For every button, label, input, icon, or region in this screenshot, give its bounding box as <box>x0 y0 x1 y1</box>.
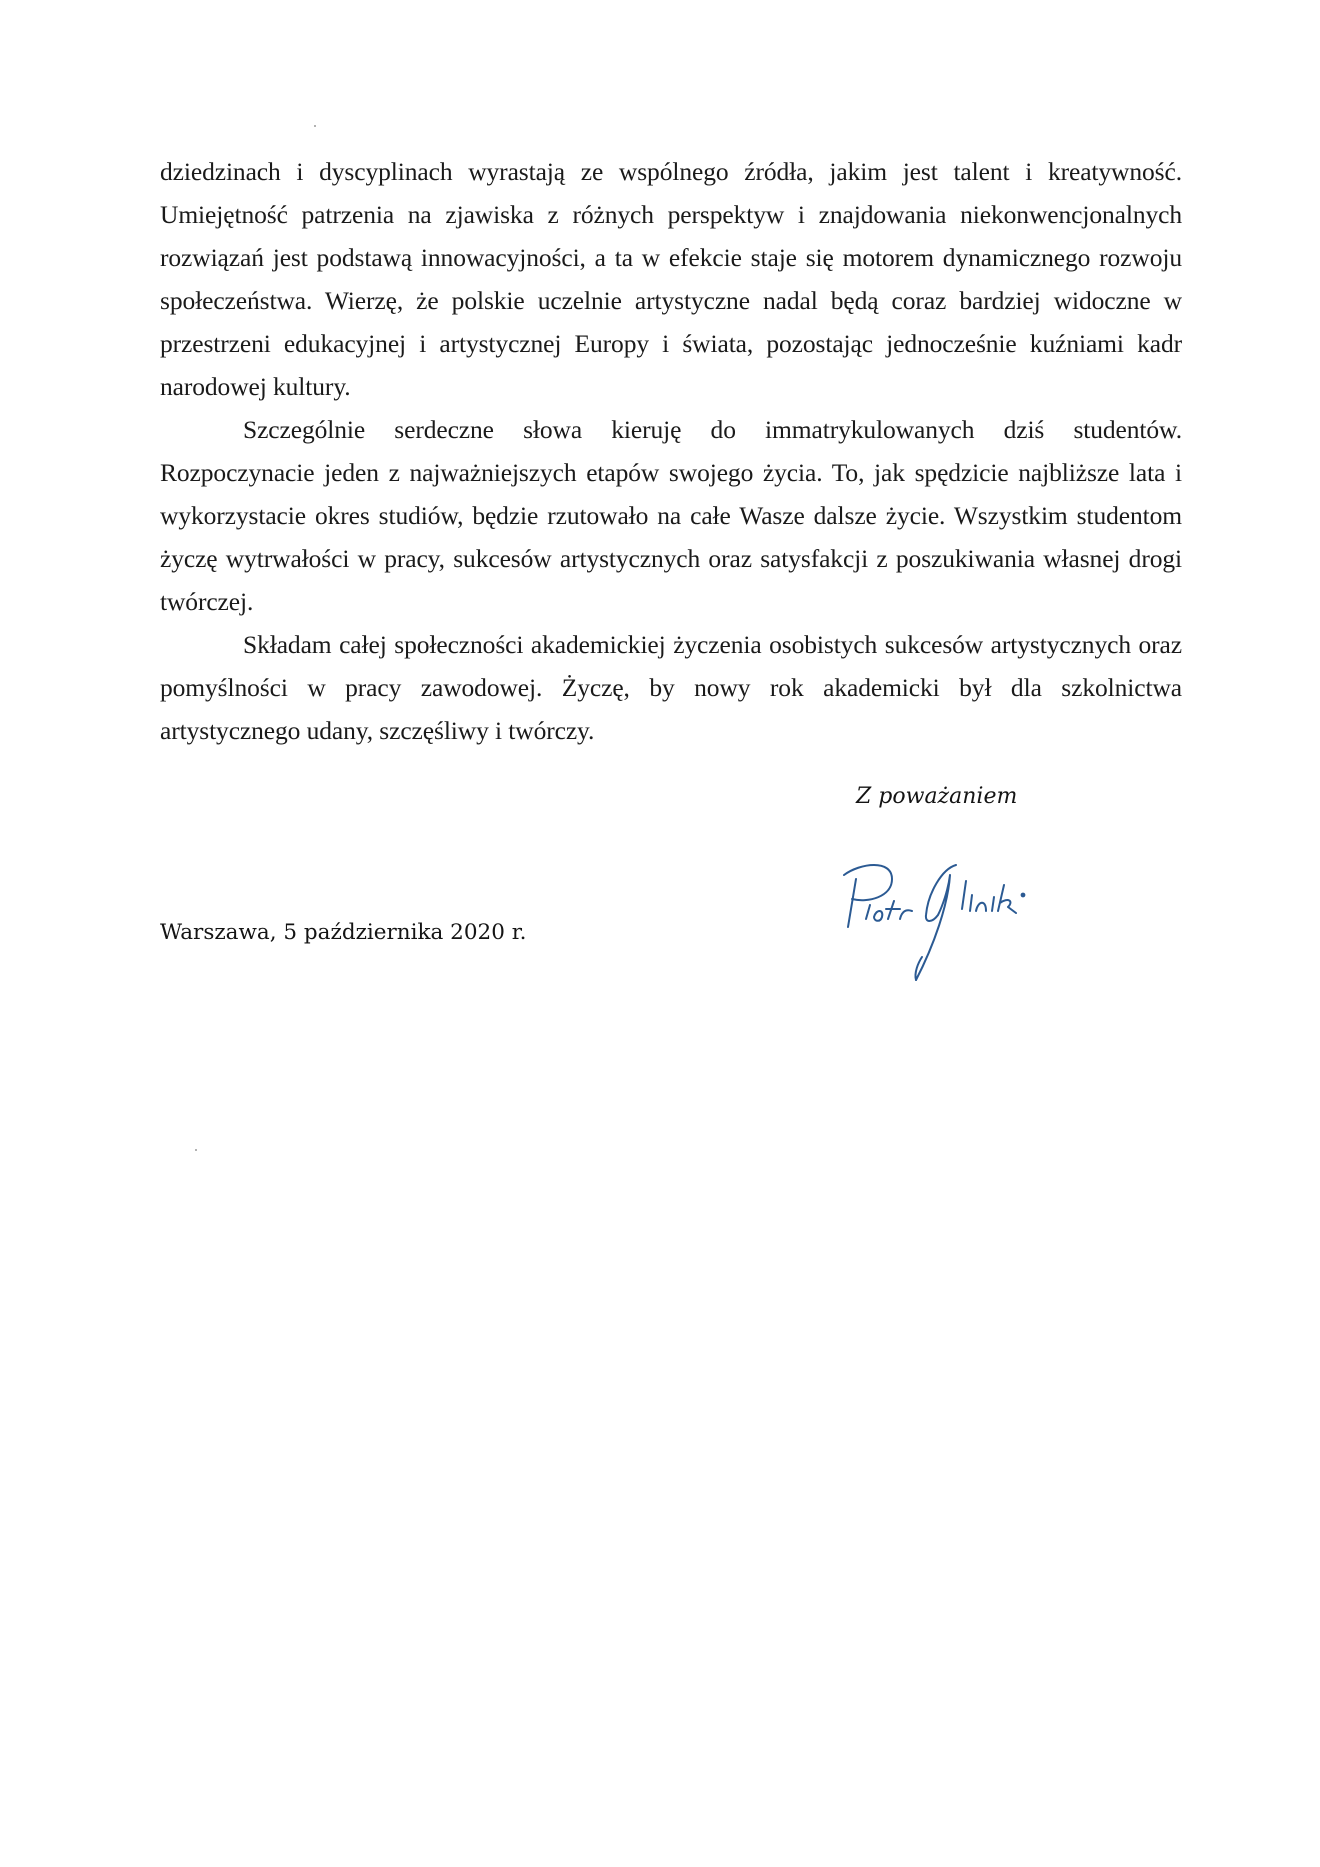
place-and-date: Warszawa, 5 października 2020 r. <box>160 920 527 945</box>
signature-icon <box>830 835 1060 995</box>
closing-salutation: Z poważaniem <box>856 784 1018 809</box>
scan-speck <box>195 1149 197 1151</box>
paragraph-1: dziedzinach i dyscyplinach wyrastają ze wspólnego źródła, jakim jest talent i kreatywność. Umiejętność patrzenia na zjawiska z różnych perspektyw i znajdowania niekonwencjonalnych rozwiązań jest podstawą innowacyjności, a ta w efekcie staje się motorem dynamicznego rozwoju społeczeństwa. Wierzę, że polskie uczelnie artystyczne nadal będą coraz bardziej widoczne w przestrzeni edukacyjnej i artystycznej Europy i świata, pozostając jednocześnie kuźniami kadr narodowej kultury. <box>160 157 1182 401</box>
paragraph-3: Składam całej społeczności akademickiej życzenia osobistych sukcesów artystycznych oraz pomyślności w pracy zawodowej. Życzę, by nowy rok akademicki był dla szkolnictwa artystycznego udany, szczęśliwy i twórczy. <box>160 630 1182 745</box>
letter-body <box>160 150 1182 752</box>
scan-speck <box>314 125 316 127</box>
signature-strokes <box>844 865 1024 980</box>
paragraph-2: Szczególnie serdeczne słowa kieruję do immatrykulowanych dziś studentów. Rozpoczynacie jeden z najważniejszych etapów swojego życia. To, jak spędzicie najbliższe lata i wykorzystacie okres studiów, będzie rzutowało na całe Wasze dalsze życie. Wszystkim studentom życzę wytrwałości w pracy, sukcesów artystycznych oraz satysfakcji z poszukiwania własnej drogi twórczej. <box>160 415 1182 616</box>
